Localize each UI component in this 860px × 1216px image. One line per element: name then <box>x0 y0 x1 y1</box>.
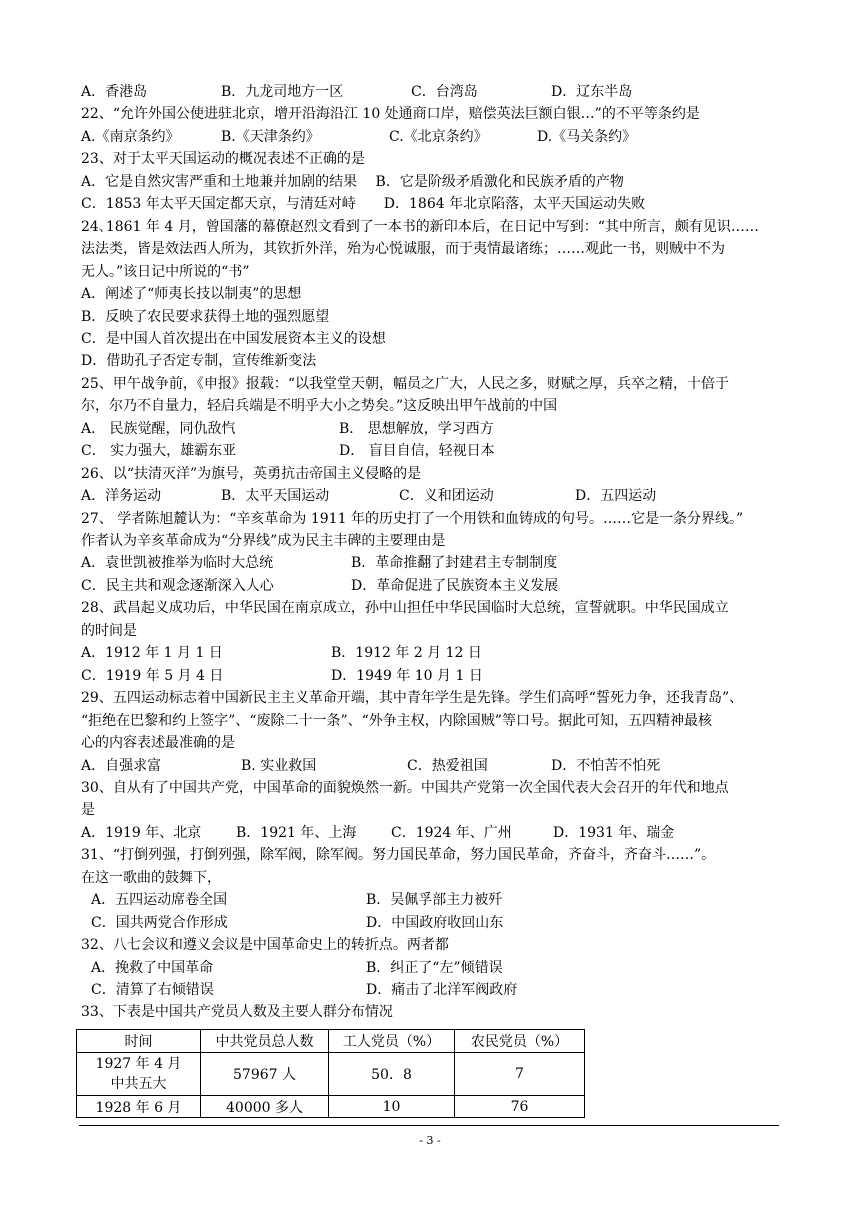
answer-options-line <box>81 642 781 664</box>
page-number: - 3 - <box>419 1134 441 1147</box>
question-text-line: B．反映了农民要求获得土地的强烈愿望 <box>81 308 330 325</box>
answer-option: D．1949 年 10 月 1 日 <box>331 667 483 684</box>
party-membership-table <box>76 1029 585 1118</box>
question-text-line: C．1853 年太平天国定都天京，与清廷对峙 D．1864 年北京陷落，太平天国运动失败 <box>81 196 646 213</box>
question-text-line: 32、八七会议和遵义会议是中国革命史上的转折点。两者都 <box>81 937 449 954</box>
answer-option: C．国共两党合作形成 <box>91 914 228 931</box>
answer-option: B．1921 年、上海 <box>236 824 357 841</box>
answer-option: B．1912 年 2 月 12 日 <box>331 645 482 662</box>
answer-option: A．1919 年、北京 <box>81 824 202 841</box>
question-text-line: 尔，尔乃不自量力，轻启兵端是不明乎大小之势矣。”这反映出甲午战前的中国 <box>81 398 558 415</box>
answer-option: B．九龙司地方一区 <box>221 84 344 100</box>
answer-option: D．中国政府收回山东 <box>366 914 504 931</box>
answer-options-line <box>81 485 781 507</box>
answer-option: B． 思想解放，学习西方 <box>339 420 494 437</box>
answer-option: B.《天津条约》 <box>221 128 320 145</box>
table-cell-total: 40000 多人 <box>201 1096 329 1118</box>
table-header-cell: 中共党员总人数 <box>201 1030 329 1053</box>
answer-options-line <box>81 418 781 440</box>
question-text-line: D．借助孔子否定专制，宣传维新变法 <box>81 353 317 370</box>
answer-option: A．洋务运动 <box>81 488 162 505</box>
answer-option: C．民主共和观念逐渐深入人心 <box>81 577 274 594</box>
table-cell-time-line: 中共五大 <box>110 1076 167 1092</box>
question-text-line: 31、“打倒列强，打倒列强，除军阀，除军阀。努力国民革命，努力国民革命，齐奋斗，齐奋斗……”。 <box>81 847 716 864</box>
question-text-line: 25、甲午战争前，《申报》报载：“以我堂堂天朝，幅员之广大，人民之多，财赋之厚，兵卒之精，十倍于 <box>81 375 729 392</box>
answer-option: D．辽东半岛 <box>551 84 633 100</box>
footer-rule <box>79 1125 779 1126</box>
answer-option: A． 民族觉醒，同仇敌忾 <box>81 420 236 437</box>
question-text-line: 作者认为辛亥革命成为“分界线”成为民主丰碑的主要理由是 <box>81 533 446 549</box>
answer-options-line <box>81 665 781 687</box>
table-row <box>77 1053 585 1096</box>
answer-options-line <box>81 126 781 148</box>
answer-option: D．五四运动 <box>575 488 657 505</box>
table-cell-time: 1928 年 6 月 <box>77 1096 201 1118</box>
table-cell-total: 57967 人 <box>201 1053 329 1096</box>
answer-options-line <box>81 979 781 1001</box>
answer-options-line <box>81 822 781 844</box>
question-text-line: 在这一歌曲的鼓舞下， <box>81 869 221 886</box>
answer-option: A.《南京条约》 <box>81 128 180 145</box>
answer-options-line <box>81 440 781 462</box>
answer-option: D．1931 年、瑞金 <box>553 824 675 841</box>
answer-option: C．热爱祖国 <box>407 757 488 774</box>
answer-option: C．台湾岛 <box>411 84 478 100</box>
answer-option: A．挽救了中国革命 <box>91 959 214 976</box>
question-text-line: 心的内容表述最准确的是 <box>81 735 235 752</box>
answer-option: D．痛击了北洋军阀政府 <box>366 982 518 998</box>
answer-option: A．袁世凯被推举为临时大总统 <box>81 555 274 572</box>
answer-options-line <box>81 575 781 597</box>
answer-option: A．香港岛 <box>81 84 148 100</box>
answer-option: B．太平天国运动 <box>221 488 330 505</box>
table-cell-time <box>77 1053 201 1096</box>
question-text-line: A．阐述了“师夷长技以制夷”的思想 <box>81 286 302 303</box>
table-cell-workers: 10 <box>329 1096 455 1118</box>
question-text-line: C．是中国人首次提出在中国发展资本主义的设想 <box>81 330 386 347</box>
table-cell-time-line: 1927 年 4 月 <box>95 1056 182 1072</box>
answer-option: B．吴佩孚部主力被歼 <box>366 892 503 909</box>
answer-options-line <box>81 912 781 934</box>
question-text-line: 23、对于太平天国运动的概况表述不正确的是 <box>81 151 365 168</box>
answer-option: C．1919 年 5 月 4 日 <box>81 667 224 684</box>
table-header-row <box>77 1030 585 1053</box>
answer-option: B．纠正了“左”倾错误 <box>366 959 503 976</box>
answer-option: A．五四运动席卷全国 <box>91 892 228 909</box>
table-cell-peasants: 76 <box>455 1096 585 1118</box>
question-text-line: 27、 学者陈旭麓认为：“辛亥革命为 1911 年的历史打了一个用铁和血铸成的句号。……它是一条分界线。” <box>81 510 744 527</box>
answer-option: D． 盲目自信，轻视日本 <box>339 443 495 460</box>
table-header-cell: 工人党员（%） <box>329 1030 455 1053</box>
question-text-line: 22、“允许外国公使进驻北京，增开沿海沿江 10 处通商口岸，赔偿英法巨额白银…”的不平等条约是 <box>81 106 700 123</box>
question-text-line: 33、下表是中国共产党员人数及主要人群分布情况 <box>81 1004 393 1021</box>
answer-options-line <box>81 552 781 574</box>
answer-option: B. 实业救国 <box>241 757 317 774</box>
question-text-line: 29、五四运动标志着中国新民主主义革命开端，其中青年学生是先锋。学生们高呼“誓死力争，还我青岛”、 <box>81 690 744 707</box>
answer-option: C． 实力强大，雄霸东亚 <box>81 443 237 460</box>
question-text-line: 26、以“扶清灭洋”为旗号，英勇抗击帝国主义侵略的是 <box>81 465 422 482</box>
question-text-line: 的时间是 <box>81 622 137 639</box>
question-text-line: A．它是自然灾害严重和土地兼并加剧的结果 B．它是阶级矛盾激化和民族矛盾的产物 <box>81 173 624 190</box>
answer-option: A．1912 年 1 月 1 日 <box>81 645 223 662</box>
question-text-line: 28、武昌起义成功后，中华民国在南京成立，孙中山担任中华民国临时大总统，宣誓就职。中华民国成立 <box>81 600 729 617</box>
answer-option: A．自强求富 <box>81 757 162 774</box>
table-header-cell: 农民党员（%） <box>455 1030 585 1053</box>
answer-options-line <box>81 957 781 979</box>
answer-option: C．义和团运动 <box>399 488 494 505</box>
question-text-line: 24､1861 年 4 月，曾国藩的幕僚赵烈文看到了一本书的新印本后，在日记中写到：“其中所言，颇有见识…… <box>81 218 759 235</box>
question-text-line: 是 <box>81 802 95 819</box>
question-text-line: 法法类，皆是效法西人所为，其钦折外洋，殆为心悦诚服，而于夷情最诸练；……观此一书，则贼中不为 <box>81 241 725 258</box>
answer-option: C．1924 年、广州 <box>391 824 512 841</box>
question-text-line: “拒绝在巴黎和约上签字”、“废除二十一条”、“外争主权，内除国贼”等口号。据此可知，五四精神最核 <box>81 712 712 729</box>
answer-options-line <box>81 81 781 103</box>
answer-options-line <box>81 889 781 911</box>
answer-option: C.《北京条约》 <box>389 128 488 145</box>
answer-option: B．革命推翻了封建君主专制制度 <box>351 555 558 572</box>
answer-option: D．革命促进了民族资本主义发展 <box>351 577 559 594</box>
table-cell-workers: 50．8 <box>329 1053 455 1096</box>
table-header-cell: 时间 <box>77 1030 201 1053</box>
table-row <box>77 1096 585 1118</box>
answer-option: C．清算了右倾错误 <box>91 982 214 998</box>
answer-options-line <box>81 755 781 777</box>
answer-option: D．不怕苦不怕死 <box>551 757 661 774</box>
question-text-line: 无人。”该日记中所说的“书” <box>81 263 250 280</box>
answer-option: D.《马关条约》 <box>537 128 637 145</box>
question-text-line: 30、自从有了中国共产党，中国革命的面貌焕然一新。中国共产党第一次全国代表大会召开的年代和地点 <box>81 779 729 796</box>
table-cell-peasants: 7 <box>455 1053 585 1096</box>
